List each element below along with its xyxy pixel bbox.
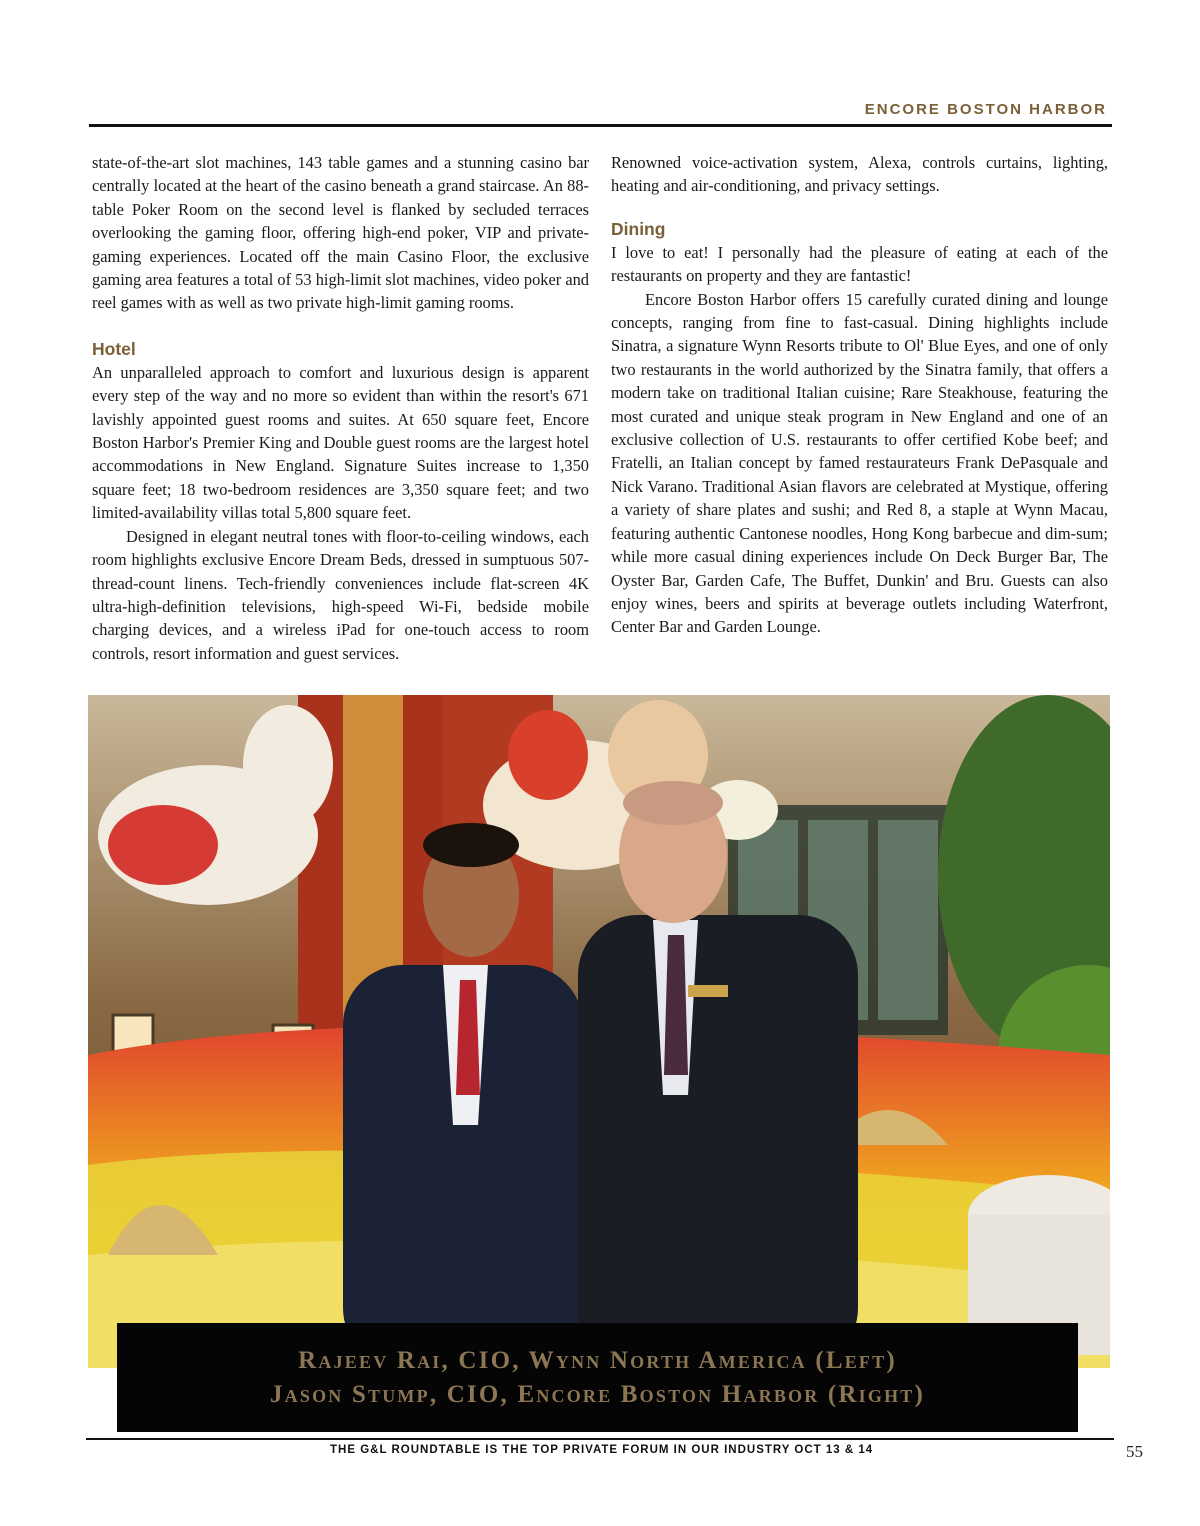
right-column <box>611 151 1108 639</box>
caption-line: Rajeev Rai, CIO, Wynn North America (Left) <box>298 1346 897 1374</box>
footer-rule <box>86 1438 1114 1440</box>
footer-tagline: THE G&L ROUNDTABLE IS THE TOP PRIVATE FORUM IN OUR INDUSTRY OCT 13 & 14 <box>330 1444 874 1456</box>
paragraph: An unparalleled approach to comfort and luxurious design is apparent every step of the way and no more so evident than within the resort's 671 lavishly appointed guest rooms and suites. At 650 square feet, Encore Boston Harbor's Premier King and Double guest rooms are the largest hotel accommodations in New England. Signature Suites increase to 1,350 square feet; 18 two-bedroom residences are 3,350 square feet; and two limited-availability villas total 5,800 square feet. <box>92 362 589 523</box>
paragraph: Designed in elegant neutral tones with floor-to-ceiling windows, each room highlights exclusive Encore Dream Beds, dressed in sumptuous 507-thread-count linens. Tech-friendly conveniences include flat-screen 4K ultra-high-definition televisions, high-speed Wi-Fi, bedside mobile charging devices, and a wireless iPad for one-touch access to room controls, resort information and guest services. <box>92 526 589 663</box>
left-column <box>92 151 589 665</box>
caption-line: Jason Stump, CIO, Encore Boston Harbor (Right) <box>269 1380 926 1408</box>
photo-caption <box>117 1323 1078 1432</box>
paragraph: I love to eat! I personally had the pleasure of eating at each of the restaurants on property and they are fantastic! <box>611 242 1108 286</box>
paragraph: Renowned voice-activation system, Alexa, controls curtains, lighting, heating and air-conditioning, and privacy settings. <box>611 153 1108 196</box>
section-heading-dining: Dining <box>611 218 666 239</box>
header-rule <box>89 124 1112 127</box>
running-title: ENCORE BOSTON HARBOR <box>864 101 1107 118</box>
section-heading-hotel: Hotel <box>92 338 136 359</box>
photo-two-executives <box>88 695 1110 1368</box>
photo-illustration <box>88 695 1110 1368</box>
paragraph: state-of-the-art slot machines, 143 table games and a stunning casino bar centrally located at the heart of the casino beneath a grand staircase. An 88-table Poker Room on the second level is flanked by secluded terraces overlooking the gaming floor, offering high-end poker, VIP and private- gaming experiences. Located off the main Casino Floor, the exclusive gaming area features a total of 53 high-limit slot machines, video poker and reel games with as well as two private high-limit gaming rooms. <box>92 153 589 313</box>
paragraph: Encore Boston Harbor offers 15 carefully curated dining and lounge concepts, ranging from fine to fast-casual. Dining highlights include Sinatra, a signature Wynn Resorts tribute to Ol' Blue Eyes, and one of only two restaurants in the world authorized by the Sinatra family, that offers a modern take on traditional Italian cuisine; Rare Steakhouse, featuring the most curated and unique steak program in New England and one of an exclusive collection of U.S. restaurants to offer certified Kobe beef; and Fratelli, an Italian concept by famed restaurateurs Frank DePasquale and Nick Varano. Traditional Asian flavors are celebrated at Mystique, offering a variety of share plates and sushi; and Red 8, a staple at Wynn Macau, featuring authentic Cantonese noodles, Hong Kong barbecue and dim-sum; while more casual dining experiences include On Deck Burger Bar, The Oyster Bar, Garden Cafe, The Buffet, Dunkin' and Bru. Guests can also enjoy wines, beers and spirits at beverage outlets including Waterfront, Center Bar and Garden Lounge. <box>611 289 1108 637</box>
page-number: 55 <box>1126 1442 1143 1461</box>
